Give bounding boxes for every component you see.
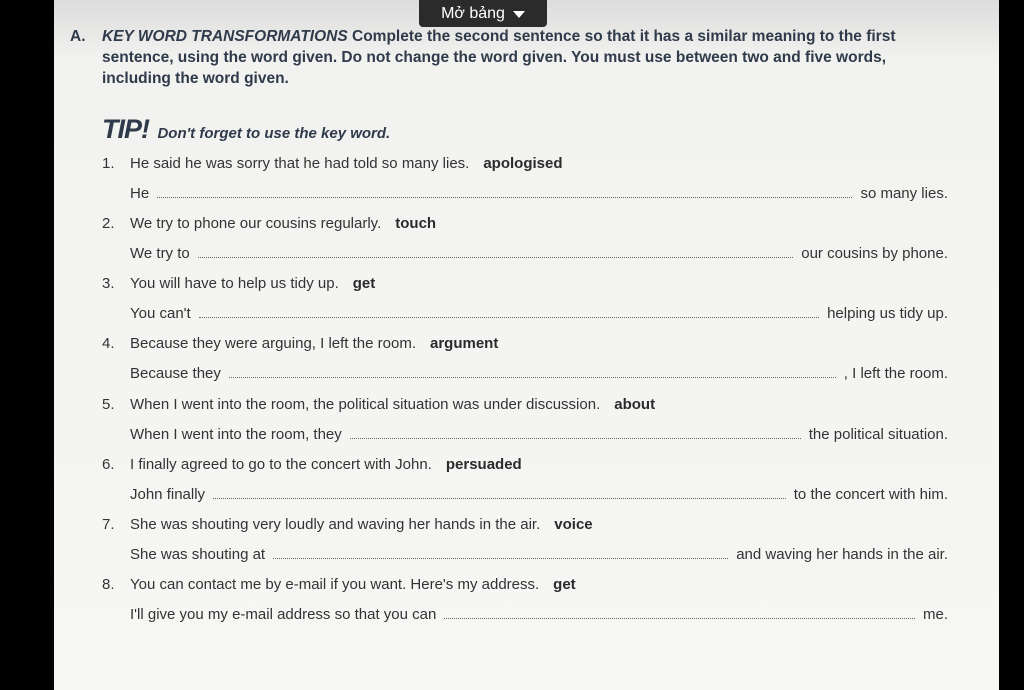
item-sentence: You can contact me by e-mail if you want. Here's my address. bbox=[130, 576, 540, 593]
item-number: 6. bbox=[102, 456, 115, 473]
item-number: 1. bbox=[102, 155, 115, 172]
answer-start: When I went into the room, they bbox=[130, 426, 342, 443]
answer-end: helping us tidy up. bbox=[827, 305, 948, 322]
answer-blank[interactable] bbox=[213, 498, 786, 499]
item-key-word: persuaded bbox=[445, 456, 522, 473]
item-number: 7. bbox=[102, 516, 115, 533]
item-key-word: argument bbox=[430, 335, 499, 352]
item-number: 8. bbox=[102, 576, 115, 593]
section-instructions bbox=[70, 26, 940, 89]
item-key-word: about bbox=[614, 396, 656, 413]
tip-box bbox=[102, 114, 390, 145]
open-table-button[interactable] bbox=[419, 0, 547, 27]
tip-text: Don't forget to use the key word. bbox=[157, 125, 391, 142]
section-instructions-text: Complete the second sentence so that it has a similar meaning to the first sentence, using the word given. Do not change the word given. You must use between two and five words, including the word given. bbox=[102, 28, 896, 87]
open-table-label: Mở bảng bbox=[441, 4, 505, 22]
answer-start: We try to bbox=[130, 245, 190, 262]
item-key-word: get bbox=[352, 275, 376, 292]
dropdown-caret-icon bbox=[513, 11, 525, 18]
item-sentence: We try to phone our cousins regularly. bbox=[130, 215, 382, 232]
answer-start: You can't bbox=[130, 305, 191, 322]
answer-end: so many lies. bbox=[860, 185, 948, 202]
answer-start: John finally bbox=[130, 486, 206, 503]
item-sentence: I finally agreed to go to the concert with John. bbox=[130, 456, 432, 473]
item-key-word: apologised bbox=[483, 155, 563, 172]
item-key-word: touch bbox=[395, 215, 437, 232]
answer-end: to the concert with him. bbox=[793, 486, 948, 503]
answer-start: He bbox=[130, 185, 150, 202]
item-sentence: Because they were arguing, I left the room. bbox=[130, 335, 416, 352]
item-key-word: voice bbox=[554, 516, 593, 533]
item-number: 3. bbox=[102, 275, 115, 292]
answer-blank[interactable] bbox=[199, 317, 819, 318]
tip-title: TIP! bbox=[102, 114, 149, 144]
item-sentence: You will have to help us tidy up. bbox=[130, 275, 339, 292]
section-keyword: KEY WORD TRANSFORMATIONS bbox=[102, 28, 348, 45]
item-sentence: She was shouting very loudly and waving her hands in the air. bbox=[130, 516, 541, 533]
answer-blank[interactable] bbox=[444, 618, 915, 619]
item-number: 4. bbox=[102, 335, 115, 352]
answer-end: me. bbox=[922, 606, 948, 623]
answer-blank[interactable] bbox=[229, 377, 836, 378]
answer-start: Because they bbox=[130, 365, 221, 382]
item-number: 5. bbox=[102, 396, 115, 413]
item-key-word: get bbox=[553, 576, 576, 593]
answer-blank[interactable] bbox=[198, 257, 793, 258]
answer-end: the political situation. bbox=[808, 426, 948, 443]
item-sentence: He said he was sorry that he had told so many lies. bbox=[130, 155, 470, 172]
answer-end: our cousins by phone. bbox=[801, 245, 948, 262]
answer-start: She was shouting at bbox=[130, 546, 266, 563]
answer-start: I'll give you my e-mail address so that you can bbox=[130, 606, 437, 623]
item-number: 2. bbox=[102, 215, 115, 232]
answer-end: , I left the room. bbox=[843, 365, 948, 382]
item-sentence: When I went into the room, the political situation was under discussion. bbox=[130, 396, 601, 413]
answer-blank[interactable] bbox=[350, 438, 801, 439]
section-letter: A. bbox=[70, 28, 86, 45]
answer-blank[interactable] bbox=[157, 197, 852, 198]
answer-end: and waving her hands in the air. bbox=[736, 546, 948, 563]
answer-blank[interactable] bbox=[273, 558, 728, 559]
